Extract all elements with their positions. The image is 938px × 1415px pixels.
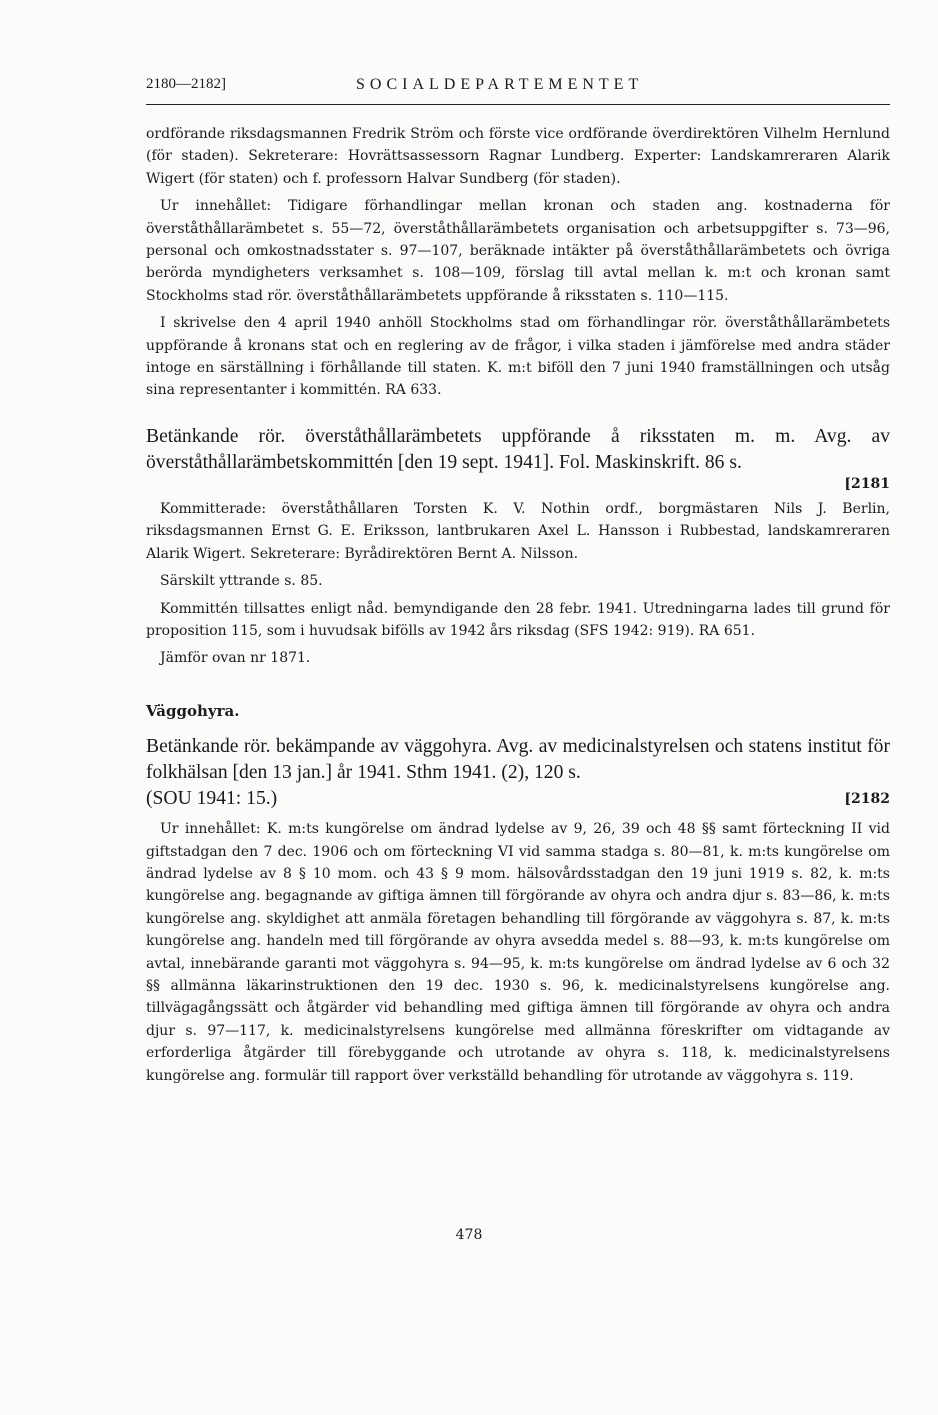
entry-2182-series: (SOU 1941: 15.) [146,788,278,810]
running-header [146,74,890,105]
entry-2182-number: [2182 [844,791,890,808]
entry-2180-contents: Ur innehållet: Tidigare förhandlingar mellan kronan och staden ang. kostnaderna för överståthållarämbetet s. 55—72, överståthållarämbetets organisation och arbetsuppgifter s. 73—96, personal och omkostnadsstater s. 97—107, beräknade intäkter på överståthållarämbetets och övriga berörda myndigheters verksamhet s. 108—109, förslag till avtal mellan k. m:t och kronan samt Stockholms stad rör. överståthållarämbetets uppförande å riksstaten s. 110—115. [146,198,890,304]
page-number: 478 [455,1227,483,1243]
entry-2181-appointment: Kommittén tillsattes enligt nåd. bemyndigande den 28 febr. 1941. Utredningarna lades till grund för proposition 115, som i huvudsak bifölls av 1942 års riksdag (SFS 1942: 919). RA 651. [146,600,890,639]
entry-2180-background: I skrivelse den 4 april 1940 anhöll Stockholms stad om förhandlingar rör. överståthållarämbetets uppförande å kronans stat och en reglering av de frågor, i vilka staden i jämförelse med andra städer intoge en särställning i förhållande till staten. K. m:t biföll den 7 juni 1940 framställningen och utsåg sina representanter i kommittén. RA 633. [146,315,890,399]
section-heading: Väggohyra. [146,701,240,720]
department-title: SOCIALDEPARTEMENTET [356,76,644,93]
entry-2182-contents: Ur innehållet: K. m:ts kungörelse om ändrad lydelse av 9, 26, 39 och 48 §§ samt förteckning II vid giftstadgan den 7 dec. 1906 och om förteckning VI vid samma stadga s. 80—81, k. m:ts kungörelse om ändrad lydelse av 8 § 10 mom. och 43 § 9 mom. hälsovårdsstadgan den 19 juni 1919 s. 82, k. m:ts kungörelse ang. begagnande av giftiga ämnen till förgörande av ohyra och andra djur s. 83—86, k. m:ts kungörelse ang. skyldighet att anmäla företagen behandling till förgörande av väggohyra s. 87, k. m:ts kungörelse ang. handeln med till förgörande av ohyra avsedda medel s. 88—93, k. m:ts kungörelse om avtal, innebärande garanti mot väggohyra s. 94—95, k. m:ts kungörelse om ändrad lydelse av 6 och 32 §§ allmänna läkarinstruktionen den 19 dec. 1930 s. 96, k. medicinalstyrelsens kungörelse ang. tillvägagångssätt och åtgärder vid behandling med giftiga ämnen till förgörande av ohyra och andra djur s. 97—117, k. medicinalstyrelsens kungörelse med allmänna föreskrifter om vidtagande av erforderliga åtgärder till förebyggande och utrotande av ohyra s. 118, k. medicinalstyrelsens kungörelse ang. formulär till rapport över verkställd behandling för utrotande av väggohyra s. 119. [146,821,890,1084]
entry-2182-title-tail [146,786,890,812]
entry-2181-number: [2181 [844,475,890,492]
entry-range: 2180—2182] [146,76,226,92]
entry-2181-title: Betänkande rör. överståthållarämbetets uppförande å riksstaten m. m. Avg. av överståthållarämbetskommittén [den 19 sept. 1941]. Fol. Maskinskrift. 86 s. [146,425,890,473]
page-body [146,123,890,1092]
entry-2180-continuation: ordförande riksdagsmannen Fredrik Ström och förste vice ordförande överdirektören Vilhelm Hernlund (för staden). Sekreterare: Hovrättsassessorn Ragnar Lundberg. Experter: Landskamreraren Alarik Wigert (för staten) och f. professorn Halvar Sundberg (för staden). [146,126,890,187]
entry-2181-committee: Kommitterade: överståthållaren Torsten K. V. Nothin ordf., borgmästaren Nils J. Berlin, riksdagsmannen Ernst G. E. Eriksson, lantbrukaren Axel L. Hansson i Rubbestad, landskamreraren Alarik Wigert. Sekreterare: Byrådirektören Bernt A. Nilsson. [146,500,890,562]
entry-2181-special-statement: Särskilt yttrande s. 85. [160,573,323,590]
entry-2181-cross-reference: Jämför ovan nr 1871. [160,650,311,667]
entry-2182-title: Betänkande rör. bekämpande av väggohyra. Avg. av medicinalstyrelsen och statens institut för folkhälsan [den 13 jan.] år 1941. Sthm 1941. (2), 120 s. [146,736,890,784]
